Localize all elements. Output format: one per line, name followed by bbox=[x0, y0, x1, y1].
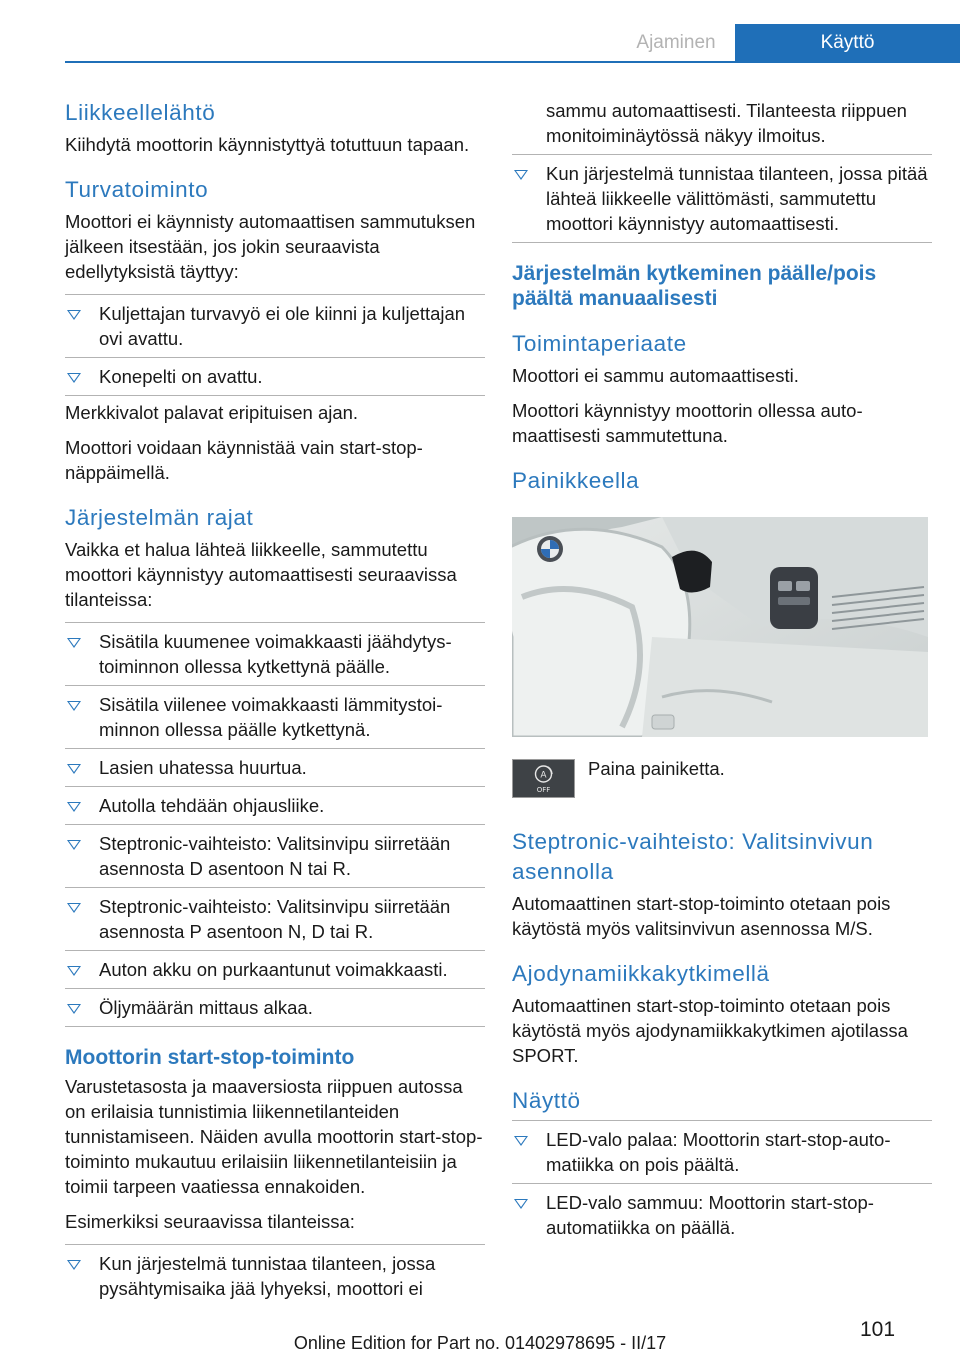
text-esimerkiksi: Esimerkiksi seuraavissa tilanteissa: bbox=[65, 1211, 355, 1232]
text-liikkeellelahto: Kiihdytä moottorin käynnistyttyä totuttuun tapaan. bbox=[65, 134, 470, 155]
footer-edition: Online Edition for Part no. 01402978695 - II/17 bbox=[293, 1333, 667, 1353]
triangle-bullet-icon bbox=[514, 1199, 528, 1209]
list-item: Steptronic-vaihteisto: Valitsinvipu siirretään asennosta D asentoon N tai R. bbox=[65, 825, 485, 888]
triangle-bullet-icon bbox=[67, 701, 81, 711]
list-item: Sisätila kuumenee voimakkaasti jäähdytystoiminnon ollessa kytkettynä päälle. bbox=[65, 622, 485, 686]
page-number: 101 bbox=[860, 1318, 896, 1341]
list-item: Sisätila viilenee voimakkaasti lämmitystoiminnon ollessa päälle kytkettynä. bbox=[65, 686, 485, 749]
left-column bbox=[65, 98, 485, 1307]
header-tab-kaytto[interactable]: Käyttö bbox=[735, 24, 960, 61]
car-interior-illustration bbox=[512, 517, 928, 737]
text-turvatoiminto: Moottori ei käynnisty automaattisen sammutuksen jälkeen itsestään, jos jokin seuraavista edellytyksistä täyttyy: bbox=[65, 211, 476, 282]
heading-turvatoiminto: Turvatoiminto bbox=[65, 177, 209, 202]
text-merkkivalot: Merkkivalot palavat eripituisen ajan. bbox=[65, 402, 359, 423]
triangle-bullet-icon bbox=[67, 1260, 81, 1270]
triangle-bullet-icon bbox=[514, 1136, 528, 1146]
svg-text:OFF: OFF bbox=[536, 786, 551, 794]
list-item: Lasien uhatessa huurtua. bbox=[65, 749, 485, 787]
list-naytto bbox=[512, 1120, 932, 1246]
triangle-bullet-icon bbox=[67, 802, 81, 812]
triangle-bullet-icon bbox=[67, 966, 81, 976]
text-steptronic: Automaattinen start-stop-toiminto otetaan pois käytöstä myös valitsinvivun asennossa M/S. bbox=[512, 893, 891, 939]
heading-jarjestelman-rajat: Järjestelmän rajat bbox=[65, 505, 254, 530]
triangle-bullet-icon bbox=[67, 764, 81, 774]
text-start-stop: Varustetasosta ja maaversiosta riippuen autossa on erilaisia tunnistimia liikennetilanteiden tunnistamiseen. Näiden avulla moottorin start-stop-toiminto mukautuu erilaisiin liikennetilanteisiin ja toimii tarpeen vaatiessa ennakoiden. bbox=[65, 1076, 483, 1197]
list-item: Öljymäärän mittaus alkaa. bbox=[65, 989, 485, 1027]
list-item: Auton akku on purkaantunut voimakkaasti. bbox=[65, 951, 485, 989]
right-column-lower bbox=[512, 827, 932, 1246]
car-interior-photo bbox=[512, 517, 928, 737]
triangle-bullet-icon bbox=[514, 170, 528, 180]
heading-painikkeella: Painikkeella bbox=[512, 468, 640, 493]
text-ajodynamiikka: Automaattinen start-stop-toiminto otetaan pois käytöstä myös ajodynamiikkakytkimen ajotilassa SPORT. bbox=[512, 995, 908, 1066]
header-rule bbox=[65, 61, 960, 63]
heading-ajodynamiikka: Ajodynamiikkakytkimellä bbox=[512, 961, 770, 986]
heading-naytto: Näyttö bbox=[512, 1088, 581, 1113]
svg-text:A: A bbox=[540, 770, 547, 781]
header-tab-ajaminen[interactable]: Ajaminen bbox=[617, 24, 735, 61]
right-column bbox=[512, 98, 932, 496]
triangle-bullet-icon bbox=[67, 310, 81, 320]
text-jarjestelman-rajat: Vaikka et halua lähteä liikkeelle, sammutettu moottori käynnistyy automaattisesti seuraavissa tilanteissa: bbox=[65, 539, 457, 610]
text-kaynnistys: Moottori voidaan käynnistää vain start-stop-näppäimellä. bbox=[65, 437, 423, 483]
heading-steptronic: Steptronic-vaihteisto: Valitsinvivun asennolla bbox=[512, 829, 874, 884]
list-turvatoiminto bbox=[65, 294, 485, 396]
list-esimerkiksi bbox=[65, 1244, 485, 1307]
list-item: Kun järjestelmä tunnistaa tilanteen, jossa pitää lähteä liikkeelle välittömästi, sammutettu moottori käynnistyy automaattisesti. bbox=[512, 155, 932, 243]
list-jarjestelman-rajat bbox=[65, 622, 485, 1027]
list-item: Steptronic-vaihteisto: Valitsinvipu siirretään asennosta P asentoon N, D tai R. bbox=[65, 888, 485, 951]
list-item: Kuljettajan turvavyö ei ole kiinni ja kuljettajan ovi avattu. bbox=[65, 294, 485, 358]
text-toimintaperiaate-2: Moottori käynnistyy moottorin ollessa automaattisesti sammutettuna. bbox=[512, 400, 863, 446]
list-item: LED-valo palaa: Moottorin start-stop-automatiikka on pois päältä. bbox=[512, 1120, 932, 1184]
list-item: LED-valo sammuu: Moottorin start-stop-automatiikka on päällä. bbox=[512, 1184, 932, 1246]
heading-start-stop: Moottorin start-stop-toiminto bbox=[65, 1046, 355, 1069]
list-item-continued: sammu automaattisesti. Tilanteesta riippuen monitoiminäytössä näkyy ilmoitus. bbox=[512, 92, 932, 155]
heading-manual-toggle: Järjestelmän kytkeminen päälle/pois päältä manuaalisesti bbox=[512, 262, 877, 310]
list-item: Autolla tehdään ohjausliike. bbox=[65, 787, 485, 825]
triangle-bullet-icon bbox=[67, 1004, 81, 1014]
triangle-bullet-icon bbox=[67, 373, 81, 383]
triangle-bullet-icon bbox=[67, 638, 81, 648]
heading-liikkeellelahto: Liikkeellelähtö bbox=[65, 100, 216, 125]
button-caption: Paina painiketta. bbox=[588, 758, 725, 779]
heading-toimintaperiaate: Toimintaperiaate bbox=[512, 331, 687, 356]
triangle-bullet-icon bbox=[67, 903, 81, 913]
auto-start-stop-off-button-icon bbox=[512, 759, 575, 798]
list-item: Konepelti on avattu. bbox=[65, 358, 485, 396]
triangle-bullet-icon bbox=[67, 840, 81, 850]
list-item: Kun järjestelmä tunnistaa tilanteen, jossa pysähtymisaika jää lyhyeksi, moottori ei bbox=[65, 1244, 485, 1307]
list-continued bbox=[512, 92, 932, 243]
text-toimintaperiaate-1: Moottori ei sammu automaattisesti. bbox=[512, 365, 799, 386]
